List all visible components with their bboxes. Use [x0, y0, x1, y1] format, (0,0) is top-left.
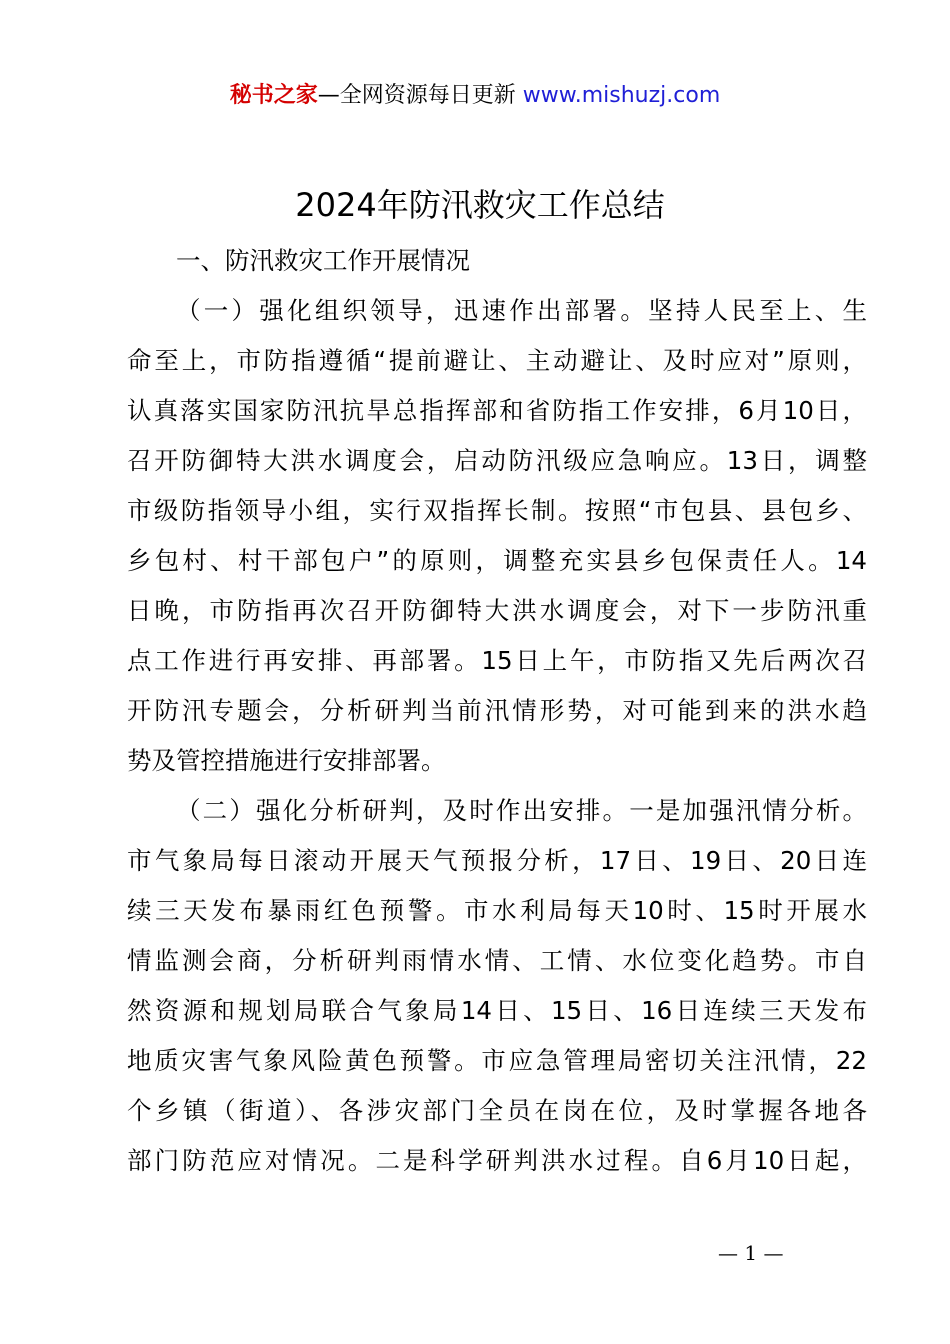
paragraph-line: （一）强化组织领导，迅速作出部署。坚持人民至上、生 — [176, 296, 867, 325]
document-body — [127, 236, 867, 1186]
site-tagline: —全网资源每日更新 — [317, 83, 516, 108]
paragraph-line: 认真落实国家防汛抗旱总指挥部和省防指工作安排，6月10日， — [127, 396, 867, 425]
document-title: 2024年防汛救灾工作总结 — [295, 186, 665, 224]
paragraph-line: 点工作进行再安排、再部署。15日上午，市防指又先后两次召 — [127, 646, 867, 675]
paragraph-line: 乡包村、村干部包户”的原则，调整充实县乡包保责任人。14 — [127, 546, 867, 575]
section-heading: 一、防汛救灾工作开展情况 — [176, 246, 470, 275]
site-url-link[interactable]: www.mishuzj.com — [522, 83, 721, 108]
site-header — [0, 80, 950, 112]
paragraph-line: 日晚，市防指再次召开防御特大洪水调度会，对下一步防汛重 — [127, 596, 867, 625]
paragraph-line: 召开防御特大洪水调度会，启动防汛级应急响应。13日，调整 — [127, 446, 867, 475]
paragraph-line: 个乡镇（街道）、各涉灾部门全员在岗在位，及时掌握各地各 — [127, 1096, 867, 1125]
paragraph-line: 命至上，市防指遵循“提前避让、主动避让、及时应对”原则， — [127, 346, 867, 375]
paragraph-line: （二）强化分析研判，及时作出安排。一是加强汛情分析。 — [176, 796, 867, 825]
paragraph-line: 续三天发布暴雨红色预警。市水利局每天10时、15时开展水 — [127, 896, 867, 925]
paragraph-line: 开防汛专题会，分析研判当前汛情形势，对可能到来的洪水趋 — [127, 696, 867, 725]
brand-name: 秘书之家 — [229, 83, 318, 108]
paragraph-line: 然资源和规划局联合气象局14日、15日、16日连续三天发布 — [127, 996, 867, 1025]
paragraph-line: 市气象局每日滚动开展天气预报分析，17日、19日、20日连 — [127, 846, 867, 875]
paragraph-line: 地质灾害气象风险黄色预警。市应急管理局密切关注汛情，22 — [127, 1046, 867, 1075]
paragraph-line: 势及管控措施进行安排部署。 — [127, 746, 446, 775]
paragraph-line: 部门防范应对情况。二是科学研判洪水过程。自6月10日起， — [127, 1146, 867, 1175]
paragraph-line: 情监测会商，分析研判雨情水情、工情、水位变化趋势。市自 — [127, 946, 867, 975]
paragraph-line: 市级防指领导小组，实行双指挥长制。按照“市包县、县包乡、 — [127, 496, 867, 525]
page-number: — 1 — — [718, 1241, 784, 1265]
